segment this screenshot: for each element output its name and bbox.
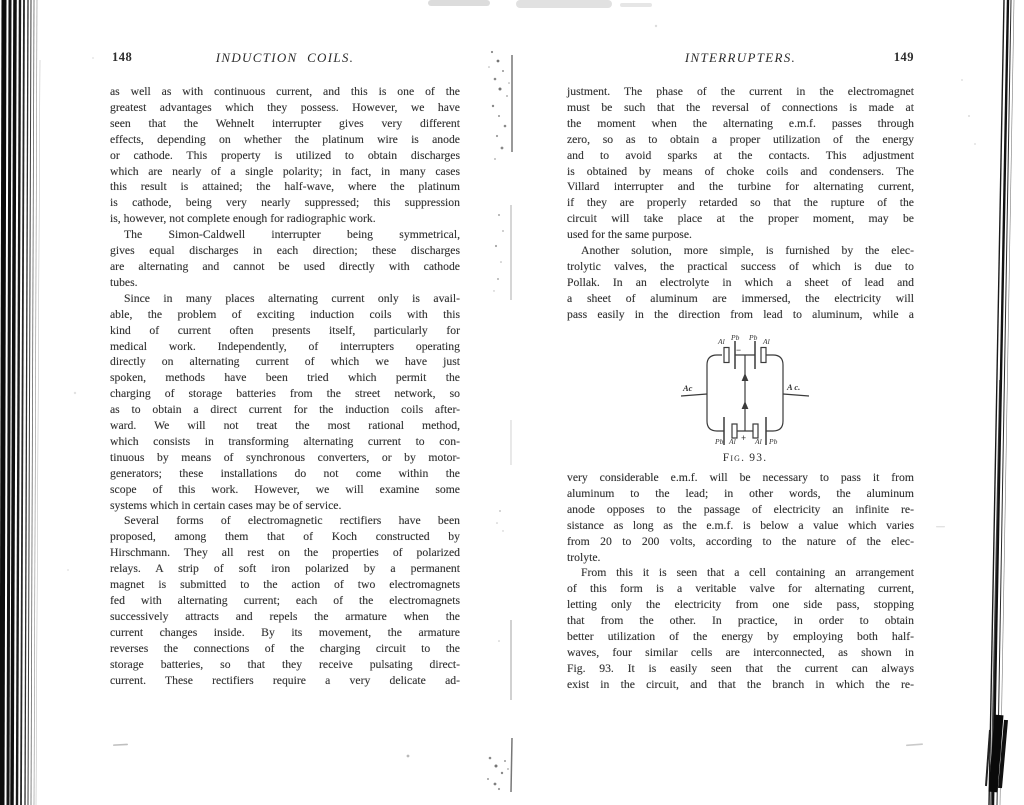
text-line: proposed, among them that of Koch constructed by [110,530,460,544]
electrode-label-pb-tl: Pb [731,333,740,342]
left-page-body [110,84,460,688]
electrode-label-al-tl: Al [718,337,725,346]
text-line: used for the same purpose. [567,228,692,242]
text-line: and to avoid sparks at the contacts. This adjustment [567,148,914,162]
left-page [110,50,460,87]
text-line: generators; these installations do not come within the [110,466,460,480]
text-line: or cathode. This property is utilized to obtain discharges [110,148,460,162]
text-line: current. These rectifiers require a very delicate ad- [110,673,460,687]
text-line: charging of storage batteries from the street network, so [110,387,460,401]
rectifier-circuit-diagram [645,331,845,445]
text-line: seen that the Wehnelt interrupter gives very different [110,116,460,130]
text-line: which consists in transforming alternating current to con- [110,434,460,448]
text-line: relays. A strip of soft iron polarized by a permanent [110,562,460,576]
text-line: Fig. 93. It is easily seen that the current can always [567,661,914,675]
gutter-line [511,55,512,792]
left-page-title: INDUCTION COILS. [215,50,355,65]
text-line: successively attracts and repels the armature when the [110,609,460,623]
minus-sign: − [736,345,742,355]
text-line: a sheet of aluminum are immersed, the electricity will [567,291,914,305]
text-line: greatest advantages which they possess. However, we have [110,100,460,114]
right-page-title: INTERRUPTERS. [684,50,797,65]
right-page-body-lower [567,470,914,693]
text-line: ward. We will not treat the most rational method, [110,419,460,433]
text-line: aluminum to the lead; in other words, the aluminum [567,486,914,500]
text-line: Pollak. In an electrolyte in which a sheet of lead and [567,275,914,289]
text-line: the moment when the alternating e.m.f. passes through [567,116,914,130]
right-page-header [567,50,914,68]
text-line: Another solution, more simple, is furnished by the elec- [581,244,914,258]
text-line: justment. The phase of the current in the electromagnet [567,85,914,98]
text-line: trolytic valves, the practical success of which is due to [567,259,914,273]
electrode-label-al-tr: Al [763,337,770,346]
text-line: medical work. Independently, of interrupters operating [110,339,460,353]
text-line: tubes. [110,275,138,289]
text-line: circuit will take place at the proper moment, may be [567,212,914,226]
text-line: effects, depending on whether the platinum wire is anode [110,132,460,146]
text-line: From this it is seen that a cell containing an arrangement [581,566,914,580]
ac-label-left: Ac [683,383,693,393]
electrode-label-pb-br: Pb [769,437,778,445]
text-line: The Simon-Caldwell interrupter being symmetrical, [124,228,460,242]
text-line: very considerable e.m.f. will be necessary to pass it from [567,471,914,484]
text-line: current changes inside. By its movement, the armature [110,625,460,639]
text-line: Several forms of electromagnetic rectifiers have been [124,514,460,528]
text-line: this result is attained; the half-wave, where the platinum [110,180,460,194]
text-line: anode opposes to the passage of electricity an infinite re- [567,502,914,516]
text-line: gives equal discharges in each direction; these discharges [110,244,460,258]
text-line: that from the other. In practice, in order to obtain [567,614,914,628]
text-line: spoken, methods have been tried which permit the [110,371,460,385]
binding-stripes-right [986,0,1014,805]
text-line: magnet is submitted to the action of two electromagnets [110,578,460,592]
text-line: tinuous by means of synchronous converters, or by motor- [110,450,460,464]
text-line: trolyte. [567,550,601,564]
electrode-label-al-br: Al [755,437,762,445]
figure-93 [645,331,845,464]
text-line: directly on alternating current of which we have just [110,355,460,369]
gutter-speckles [487,51,510,790]
text-line: as well as with continuous current, and this is one of the [110,85,460,98]
text-line: as to obtain a direct current for the induction coils after- [110,403,460,417]
electrode-label-al-bl: Al [729,437,736,445]
top-smudge [428,0,657,27]
figure-caption: Fig. 93. [722,452,768,464]
text-line: pass easily in the direction from lead to aluminum, while a [567,307,914,321]
plus-sign: + [741,433,747,443]
text-line: scope of this work. However, we will examine some [110,482,460,496]
text-line: if they are properly retarded so that the rupture of the [567,196,914,210]
text-line: is cathode, being very nearly suppressed; this suppression [110,196,460,210]
text-line: Villard interrupter and the turbine for alternating current, [567,180,914,194]
electrode-label-pb-bl: Pb [715,437,724,445]
right-page-number: 149 [893,50,914,64]
text-line: Hirschmann. They all rest on the properties of polarized [110,546,460,560]
text-line: better utilization of the energy by employing both half- [567,630,914,644]
text-line: zero, so as to obtain a proper utilization of the energy [567,132,914,146]
ac-label-right: A c. [787,382,801,392]
text-line: must be such that the reversal of connections is made at [567,100,914,114]
text-line: kind of current often presents itself, particularly for [110,323,460,337]
text-line: exist in the circuit, and that the branch in which the re- [567,677,914,691]
left-page-header [110,50,460,68]
text-line: reverses the connections of the charging circuit to the [110,641,460,655]
text-line: systems which in certain cases may be of service. [110,498,342,512]
text-line: waves, four similar cells are interconnected, as shown in [567,645,914,659]
right-page [567,50,914,87]
left-page-number: 148 [112,50,133,64]
text-line: letting only the electricity from one side pass, stopping [567,598,914,612]
text-line: able, the problem of exciting induction coils with this [110,307,460,321]
text-line: from 20 to 200 volts, according to the nature of the elec- [567,534,914,548]
binding-stripes-left [2,0,40,805]
electrode-label-pb-tr: Pb [749,333,758,342]
right-page-body-upper [567,84,914,323]
text-line: of this form is a veritable valve for alternating current, [567,582,914,596]
text-line: Since in many places alternating current only is avail- [124,291,460,305]
text-line: fed with alternating current; each of the electromagnets [110,594,460,607]
text-line: which are nearly of a single polarity; in fact, in many cases [110,164,460,178]
text-line: is obtained by means of choke coils and condensers. The [567,164,914,178]
text-line: sistance as long as the e.m.f. is below a value which varies [567,518,914,532]
text-line: is, however, not complete enough for radiographic work. [110,212,376,226]
text-line: storage batteries, so that they receive pulsating direct- [110,657,460,671]
text-line: are alternating and cannot be used directly with cathode [110,259,460,273]
